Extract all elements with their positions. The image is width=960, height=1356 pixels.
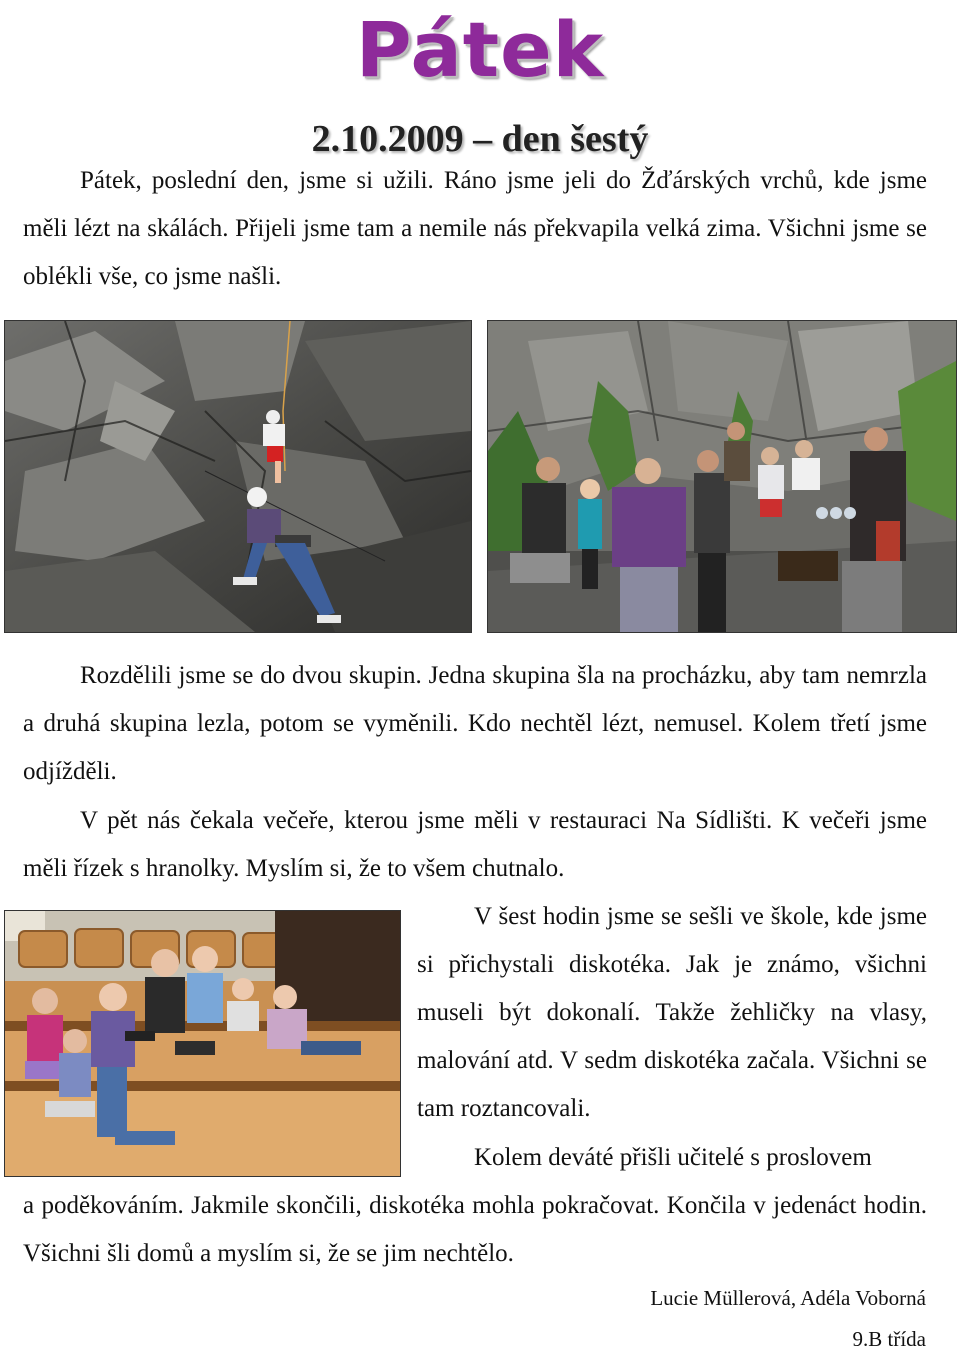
paragraph-intro: Pátek, poslední den, jsme si užili. Ráno jsme jeli do Žďárských vrchů, kde jsme měli lézt na skálách. Přijeli jsme tam a nemile nás překvapila velká zima. Všichni jsme se oblékli vše, co jsme našli. (23, 167, 927, 290)
paragraph-teachers-first-line: Kolem deváté přišli učitelé s proslovem (474, 1144, 872, 1171)
paragraph-disco: V šest hodin jsme se sešli ve škole, kde jsme si přichystali diskotéka. Jak je známo, všichni museli být dokonalí. Takže žehličky na vlasy, malování atd. V sedm diskotéka začala. Všichni se tam roztancovali. (417, 903, 927, 1122)
photo-rock-climbing (4, 320, 472, 633)
date-heading: 2.10.2009 – den šestý (311, 118, 649, 160)
photo-group-at-rocks (487, 320, 957, 633)
authors: Lucie Müllerová, Adéla Voborná (650, 1286, 926, 1310)
paragraph-groups: Rozdělili jsme se do dvou skupin. Jedna skupina šla na procházku, aby tam nemrzla a druhá skupina lezla, potom se vyměnili. Kdo nechtěl lézt, nemusel. Kolem třetí jsme odjížděli. (23, 662, 927, 785)
paragraph-dinner: V pět nás čekala večeře, kterou jsme měli v restauraci Na Sídlišti. K večeři jsme měli řízek s hranolky. Myslím si, že to všem chutnalo. (23, 807, 927, 882)
page-title: Pátek (355, 5, 605, 94)
class-label: 9.B třída (852, 1327, 926, 1351)
paragraph-teachers-rest: a poděkováním. Jakmile skončili, diskotéka mohla pokračovat. Končila v jedenáct hodin. Všichni šli domů a myslím si, že se jim nechtělo. (23, 1192, 927, 1267)
paragraph-teachers (23, 1134, 927, 1278)
